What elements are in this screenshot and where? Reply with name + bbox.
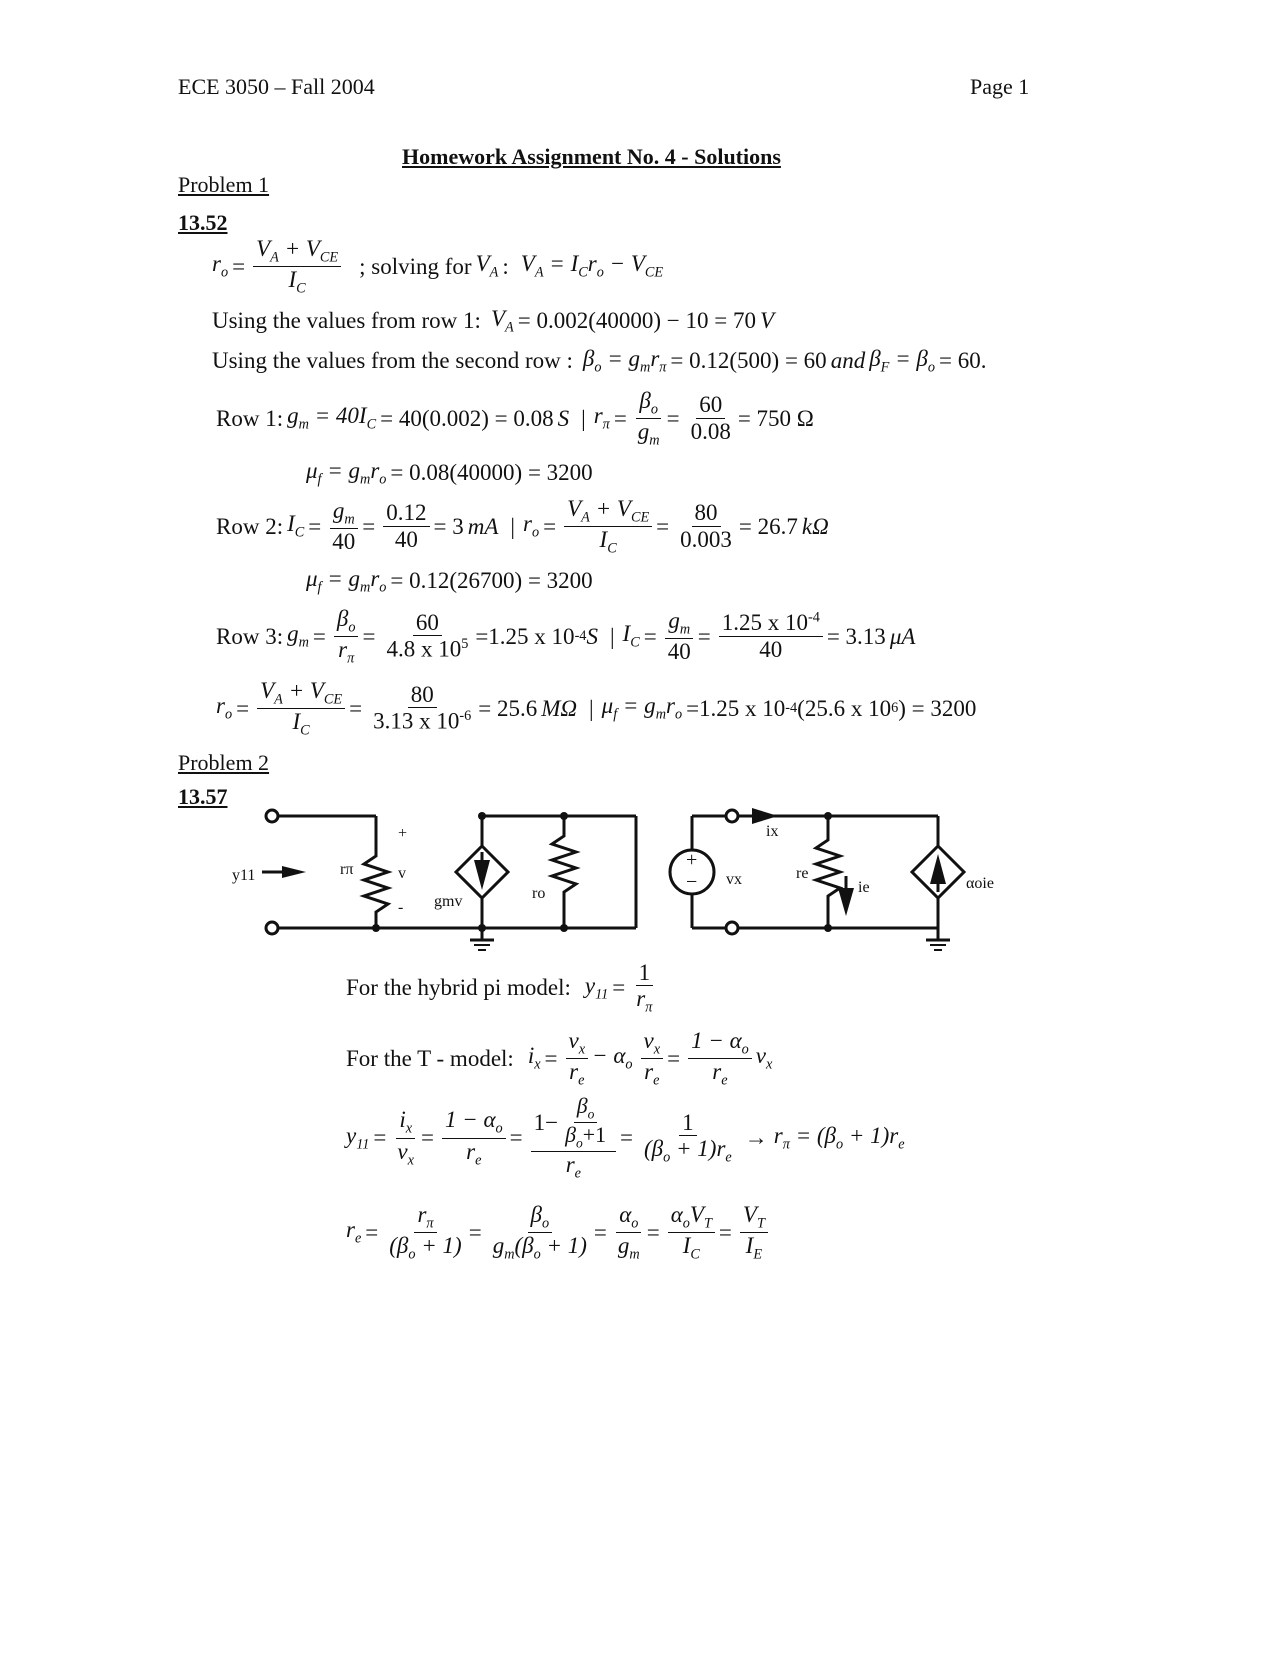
row1-rpi-num: 60 <box>696 392 725 418</box>
y11-arrow <box>282 866 306 878</box>
t-terminal-top <box>726 810 738 822</box>
row2-ic-den: 40 <box>394 526 418 552</box>
t-model-text: For the T - model: <box>346 1045 514 1071</box>
v-minus-label: - <box>398 899 404 916</box>
row3-ic-den: 40 <box>759 636 783 662</box>
row3-gm-den: 4.8 x 10 <box>386 636 462 662</box>
row2-ic-num: 0.12 <box>383 500 429 526</box>
t-terminal-bottom <box>726 922 738 934</box>
row1-gm: = 40(0.002) = 0.08 <box>380 405 554 431</box>
hybrid-pi-equation: For the hybrid pi model: $y_{11}$ = $\frac{1}{r_\pi}$ <box>346 960 653 1016</box>
re-label: re <box>796 865 809 882</box>
row1-mu: = 0.08(40000) = 3200 <box>390 460 593 486</box>
row4-mu-paren: (25.6 x 10 <box>797 695 892 721</box>
ie-label: ie <box>858 879 870 896</box>
solving-text: ; solving for <box>359 253 472 279</box>
row4-ro-result: = 25.6 <box>478 695 538 721</box>
plus-one: +1 <box>582 1123 607 1148</box>
problem2-label: Problem 2 <box>178 750 270 775</box>
y11-label: y11 <box>232 867 256 884</box>
ix-arrow <box>752 808 778 824</box>
alpha-ie-label: αoie <box>966 875 994 892</box>
row3-gm-num: 60 <box>413 610 442 636</box>
r-pi-label: rπ <box>340 861 354 878</box>
row2-equation: Row 2: $I_C$ = $\frac{g_m}{40}$ = $\frac{0.12}{40}$ = 3 mA | $r_o$ = $\frac{V_A + V_{CE}}{I_C}$ = $\frac{80}{0.003}$ = 26.7 kΩ <box>216 496 829 557</box>
row1-values-text: Using the values from row 1: <box>212 308 481 334</box>
row2-ic-result: = 3 <box>433 513 464 539</box>
vs-minus-label: − <box>686 871 698 893</box>
v-label: v <box>398 865 406 882</box>
course-header: ECE 3050 – Fall 2004 <box>178 74 375 99</box>
row2-ro-den: 0.003 <box>680 526 732 552</box>
hybrid-text: For the hybrid pi model: <box>346 975 571 1001</box>
ie-arrow <box>838 888 854 916</box>
row1-mu-equation: $\mu_f = g_mr_o$ = 0.08(40000) = 3200 <box>306 458 593 488</box>
vx-label: vx <box>726 871 742 888</box>
row3-gm-result: =1.25 x 10 <box>475 623 575 649</box>
problem2-number: 13.57 <box>178 784 228 809</box>
row1-values-line: Using the values from row 1: $V_A$ = 0.002(40000) − 10 = 70 V <box>212 306 775 336</box>
gmv-label: gmv <box>434 893 463 910</box>
row2-values-eq: = 0.12(500) = 60 <box>670 348 827 374</box>
page-number: Page 1 <box>970 74 1030 99</box>
and-text: and <box>830 348 866 374</box>
row1-equation: Row 1: $g_m = 40I_C$ = 40(0.002) = 0.08 S | $r_\pi$ = $\frac{\beta_o}{g_m}$ = $\frac{60}{0.08}$ = 750 Ω <box>216 388 814 449</box>
row2-values-text: Using the values from the second row : <box>212 348 573 374</box>
gmv-arrow <box>474 860 490 890</box>
row2-values-line: Using the values from the second row : $\beta_o = g_mr_\pi$ = 0.12(500) = 60 and $\beta_F = \beta_o$ = 60. <box>212 346 987 376</box>
re-resistor <box>816 816 840 928</box>
row3-equation: Row 3: $g_m$ = $\frac{\beta_o}{r_\pi}$ = $\frac{60}{4.8 x 10^5}$ =1.25 x 10 -4 S | $I_C$ = $\frac{g_m}{40}$ = $\frac{1.25 x 10^{-4}}{40}$ = 3.13 μA <box>216 606 916 667</box>
vs-plus-label: + <box>686 849 698 871</box>
row3-label: Row 3: <box>216 623 284 649</box>
ro-label: ro <box>532 885 546 902</box>
problem1-label: Problem 1 <box>178 172 270 197</box>
row4-mu-result: ) = 3200 <box>898 695 977 721</box>
row4-equation: $r_o$ = $\frac{V_A + V_{CE}}{I_C}$ = $\frac{80}{3.13 x 10^{-6}}$ = 25.6 MΩ | $\mu_f = g_mr_o$ =1.25 x 10 -4 (25.6 x 10 6 ) = 3200 <box>216 678 977 739</box>
ro-resistor <box>552 816 576 928</box>
row1-label: Row 1: <box>216 405 284 431</box>
v-plus-label: + <box>398 825 408 842</box>
problem1-number: 13.52 <box>178 210 228 235</box>
ro-equation: $r_o$ = $\frac{V_A + V_{CE}}{I_C}$ ; solving for $V_A$ : $V_A = I_Cr_o - V_{CE}$ <box>212 236 664 297</box>
row4-ro-den: 3.13 x 10 <box>373 708 460 734</box>
row4-mu: =1.25 x 10 <box>686 695 786 721</box>
alpha-ie-arrow <box>930 854 946 884</box>
input-terminal-bottom <box>266 922 278 934</box>
row1-rpi-result: = 750 Ω <box>737 405 814 431</box>
row4-ro-num: 80 <box>408 682 437 708</box>
row2-ro-num: 80 <box>692 500 721 526</box>
page-title: Homework Assignment No. 4 - Solutions <box>402 144 781 169</box>
hybrid-one: 1 <box>636 960 654 986</box>
ix-label: ix <box>766 823 779 840</box>
row2-mu-equation: $\mu_f = g_mr_o$ = 0.12(26700) = 3200 <box>306 566 593 596</box>
row2-mu: = 0.12(26700) = 3200 <box>390 568 593 594</box>
input-terminal-top <box>266 810 278 822</box>
r-pi-resistor <box>364 816 388 928</box>
row3-ic-num: 1.25 x 10 <box>721 610 808 636</box>
row2-label: Row 2: <box>216 513 284 539</box>
row2-ro-result: = 26.7 <box>738 513 798 539</box>
row1-rpi-den: 0.08 <box>690 418 731 444</box>
row1-values-eq: = 0.002(40000) − 10 = 70 <box>517 308 756 334</box>
beta-eq-end: = 60. <box>938 348 987 374</box>
t-model-equation: For the T - model: $i_x$ = $\frac{v_x}{r_e}$ − $\alpha_o$ $\frac{v_x}{r_e}$ = $\frac{1 - \alpha_o}{r_e}$ $v_x$ <box>346 1028 773 1089</box>
one-minus: 1− <box>533 1109 559 1135</box>
y11-derivation: $y_{11}$ = $\frac{i_x}{v_x}$ = $\frac{1 - \alpha_o}{r_e}$ = 1− $\frac{\beta_o}{\beta_o+1}$ $r_e$ = $\frac{1}{(\beta_o + 1)r_e}$ → $r_\pi = (\beta_o + 1)r_e$ <box>346 1094 905 1182</box>
re-derivation: $r_e$ = $\frac{r_\pi}{(\beta_o + 1)}$ = $\frac{\beta_o}{g_m(\beta_o + 1)}$ = $\frac{\alpha_o}{g_m}$ = $\frac{\alpha_oV_T}{I_C}$ = $\frac{V_T}{I_E}$ <box>346 1202 772 1263</box>
row3-ic-result: = 3.13 <box>826 623 886 649</box>
